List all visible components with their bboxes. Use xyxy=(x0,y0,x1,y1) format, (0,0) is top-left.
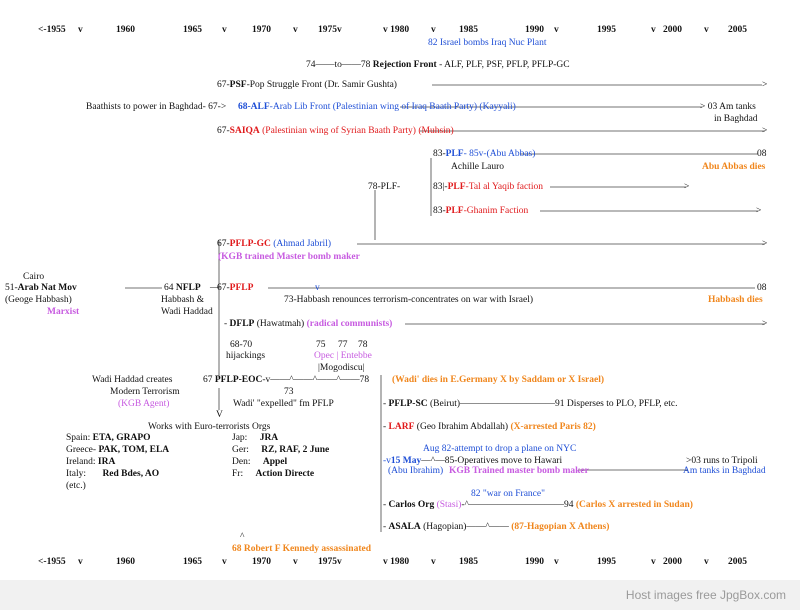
euro-country: Ireland: xyxy=(66,457,96,467)
abu-abbas-dies-note: Abu Abbas dies xyxy=(702,162,766,172)
larf-name: LARF xyxy=(388,422,415,432)
axis-label: v xyxy=(222,25,227,35)
year-77: 77 xyxy=(338,340,348,350)
axis-label: 1965 xyxy=(183,25,202,35)
entebbe-label: Entebbe xyxy=(340,351,372,361)
israel-bombs-note: 82 Israel bombs Iraq Nuc Plant xyxy=(428,38,547,48)
plf-tal-name: PLF xyxy=(447,182,466,192)
euro-country: Spain: xyxy=(66,433,91,443)
pflp-eoc-name: PFLP-EOC xyxy=(214,375,263,385)
habbash-dies-note: Habbash dies xyxy=(708,295,763,305)
axis-label: v 1980 xyxy=(383,557,410,567)
pflpgc-year: 67- xyxy=(217,239,230,249)
euro-org: Appel xyxy=(262,457,288,467)
axis-label: v xyxy=(222,557,227,567)
hijackings-years: 68-70 xyxy=(230,340,253,350)
axis-label: v xyxy=(431,25,436,35)
footer-host-link[interactable]: Host images free JpgBox.com xyxy=(625,588,786,602)
psf-row xyxy=(217,80,397,91)
psf-year: 67- xyxy=(217,80,230,90)
euro-org: Red Bdes, AO xyxy=(102,469,160,479)
axis-label: 1990 xyxy=(525,557,544,567)
eoc-v-mark: V xyxy=(216,410,223,420)
euro-country: Jap: xyxy=(232,433,248,443)
axis-label: 1975v xyxy=(318,557,342,567)
nflp-line-to-pflp: — xyxy=(210,283,220,293)
wadi-creates-note: Wadi Haddad creates xyxy=(92,375,173,385)
habbash-and: Habbash & xyxy=(161,295,205,305)
euro-row-right xyxy=(232,445,329,456)
nflp-year: 64 xyxy=(164,283,176,293)
dflp-dash: - xyxy=(224,319,230,329)
alf-end-note: > 03 Am tanks xyxy=(700,102,756,112)
axis-label: v xyxy=(651,557,656,567)
asala-leader: (Hagopian)——^—— xyxy=(420,522,509,532)
baathists-note: Baathists to power in Baghdad- 67-> xyxy=(86,102,227,112)
kgb-agent-note: (KGB Agent) xyxy=(118,399,170,409)
expelled-note: Wadi' "expelled" fm PFLP xyxy=(233,399,334,409)
axis-label: v xyxy=(431,557,436,567)
dflp-name: DFLP xyxy=(229,319,255,329)
axis-label: 1965 xyxy=(183,557,202,567)
carlos-arrested-note: (Carlos X arrested in Sudan) xyxy=(575,500,693,510)
nflp-label xyxy=(164,283,201,294)
pflpgc-kgb-text: KGB trained Master bomb maker xyxy=(221,252,360,262)
plf-ghanim-name: PLF xyxy=(445,206,464,216)
aug82-note: Aug 82-attempt to drop a plane on NYC xyxy=(423,444,577,454)
axis-label: v xyxy=(554,557,559,567)
rejection-front-name: Rejection Front xyxy=(372,60,437,70)
axis-label: <-1955 xyxy=(38,25,66,35)
may15-desc: —^—85-Operatives move to Hawari xyxy=(421,456,563,466)
euro-country: Ger: xyxy=(232,445,249,455)
renounce-note: 73-Habbash renounces terrorism-concentrates on war with Israel) xyxy=(284,295,534,305)
dflp-desc: (radical communists) xyxy=(306,319,393,329)
pflpgc-arrowhead: > xyxy=(762,239,768,249)
anm-name: Arab Nat Mov xyxy=(17,283,77,293)
plf-ghanim-desc: -Ghanim Faction xyxy=(463,206,529,216)
euro-country: Den: xyxy=(232,457,251,467)
plf-root-row xyxy=(368,182,400,193)
saiqa-name: SAIQA xyxy=(229,126,260,136)
euro-org: JRA xyxy=(259,433,279,443)
axis-label: <-1955 xyxy=(38,557,66,567)
pflp-eoc-row xyxy=(203,375,369,386)
opec-separator: | xyxy=(336,351,339,361)
anm-year: 51- xyxy=(5,283,18,293)
pflpsc-name: PFLP-SC xyxy=(388,399,428,409)
euro-etc: (etc.) xyxy=(66,481,86,491)
pflp-eoc-events: -v——^——^——^——78 xyxy=(262,375,370,385)
plf-ghanim-year: 83- xyxy=(433,206,446,216)
rejection-dates: 74——to——78 xyxy=(306,60,371,70)
euro-works-note: Works with Euro-terrorists Orgs xyxy=(148,422,271,432)
larf-row xyxy=(383,422,596,433)
opec-entebbe-row xyxy=(314,351,372,362)
hijackings-label: hijackings xyxy=(226,351,266,361)
arab-nat-mov xyxy=(5,283,77,294)
nflp-name: NFLP xyxy=(175,283,201,293)
larf-arrested-note: (X-arrested Paris 82) xyxy=(510,422,596,432)
euro-country: Italy: xyxy=(66,469,87,479)
saiqa-year: 67- xyxy=(217,126,230,136)
rejection-front-row xyxy=(306,60,570,71)
plf-abbas-desc: - 85v-(Abu Abbas) xyxy=(463,149,536,159)
wadi-haddad: Wadi Haddad xyxy=(161,307,213,317)
euro-org: RZ, RAF, 2 June xyxy=(261,445,330,455)
pflp-sc-row xyxy=(383,399,678,410)
carlos-row xyxy=(383,500,693,511)
cairo-label: Cairo xyxy=(23,272,45,282)
euro-row-right xyxy=(232,457,287,468)
axis-label: 1995 xyxy=(597,25,616,35)
euro-row xyxy=(66,457,115,468)
euro-row-right xyxy=(232,469,314,480)
axis-label: 1970 xyxy=(252,557,271,567)
pflpgc-leader: (Ahmad Jabril) xyxy=(273,239,331,249)
axis-label: v 1980 xyxy=(383,25,410,35)
saiqa-arrowhead: > xyxy=(762,126,768,136)
asala-name: ASALA xyxy=(388,522,421,532)
axis-label: 1985 xyxy=(459,557,478,567)
habbash-paren: (Geoge Habbash) xyxy=(5,295,72,305)
kgb-bomb-maker-note: KGB Trained master bomb maker xyxy=(449,466,589,476)
carlos-name: Carlos Org xyxy=(388,500,435,510)
euro-row-right xyxy=(232,433,278,444)
plf-ghanim-arrowhead: > xyxy=(756,206,762,216)
axis-label: v xyxy=(704,25,709,35)
plf-tal-row xyxy=(433,182,543,193)
alf-row xyxy=(238,102,516,113)
axis-label: 2000 xyxy=(663,25,682,35)
axis-label: 2005 xyxy=(728,557,747,567)
rfk-note: 68 Robert F Kennedy assassinated xyxy=(232,544,371,554)
euro-row xyxy=(66,469,159,480)
pflpgc-kgb-note: (KGB trained Master bomb maker xyxy=(218,252,360,262)
alf-name: 68-ALF xyxy=(238,102,270,112)
achille-lauro-note: Achille Lauro xyxy=(451,162,505,172)
axis-label: 1990 xyxy=(525,25,544,35)
axis-label: v xyxy=(78,25,83,35)
pflp-name: PFLP xyxy=(229,283,254,293)
saiqa-desc: (Palestinian wing of Syrian Baath Party) xyxy=(259,126,416,136)
axis-label: v xyxy=(704,557,709,567)
pflp-eoc-year: 67 xyxy=(203,375,215,385)
axis-label: 1985 xyxy=(459,25,478,35)
alf-end-note-2: in Baghdad xyxy=(714,114,758,124)
pflp-v-mark: v xyxy=(315,283,320,293)
axis-label: v xyxy=(78,557,83,567)
plf-end-year: 08 xyxy=(757,149,767,159)
axis-label: 1970 xyxy=(252,25,271,35)
axis-label: 2005 xyxy=(728,25,747,35)
euro-country: Greece- xyxy=(66,445,97,455)
dflp-row xyxy=(224,319,392,330)
am-tanks-note: Am tanks in Baghdad xyxy=(683,466,766,476)
asala-x-note: (87-Hagopian X Athens) xyxy=(511,522,610,532)
axis-label: 1960 xyxy=(116,557,135,567)
plf-abbas-row xyxy=(433,149,535,160)
dflp-arrowhead: > xyxy=(762,319,768,329)
pflp-end-year: 08 xyxy=(757,283,767,293)
modern-terrorism-label: Modern Terrorism xyxy=(110,387,180,397)
carlos-dash: - xyxy=(383,500,389,510)
axis-label: 1960 xyxy=(116,25,135,35)
footer-bar xyxy=(0,580,800,610)
psf-arrowhead: > xyxy=(762,80,768,90)
axis-label: 1975v xyxy=(318,25,342,35)
may15-prefix: -v xyxy=(383,456,391,466)
axis-label: v xyxy=(651,25,656,35)
saiqa-row xyxy=(217,126,454,137)
axis-label: v xyxy=(293,557,298,567)
psf-desc: -Pop Struggle Front (Dr. Samir Gushta) xyxy=(246,80,397,90)
pflp-year: 67- xyxy=(217,283,230,293)
carlos-stasi: (Stasi) xyxy=(436,500,462,510)
euro-row xyxy=(66,445,169,456)
axis-label: v xyxy=(293,25,298,35)
pflpsc-dash: - xyxy=(383,399,389,409)
euro-org: IRA xyxy=(97,457,116,467)
asala-dash: - xyxy=(383,522,389,532)
plf-tal-arrowhead: > xyxy=(684,182,690,192)
axis-label: 2000 xyxy=(663,557,682,567)
top-year-axis xyxy=(0,25,800,39)
mogadiscu-label: |Mogodiscu| xyxy=(318,363,365,373)
rfk-caret: ^ xyxy=(240,532,245,542)
pflpsc-desc: (Beirut)——————————91 Disperses to PLO, PFLP, etc. xyxy=(427,399,678,409)
pflpgc-row xyxy=(217,239,331,250)
euro-org: PAK, TOM, ELA xyxy=(98,445,170,455)
saiqa-leader: (Muhsin) xyxy=(418,126,454,136)
dflp-leader: (Hawatmah) xyxy=(254,319,305,329)
abu-ibrahim-label: (Abu Ibrahim) xyxy=(388,466,444,476)
plf-tal-year: 83|- xyxy=(433,182,448,192)
pflpgc-name: PFLP-GC xyxy=(229,239,271,249)
axis-label: v xyxy=(554,25,559,35)
bottom-year-axis xyxy=(0,557,800,571)
euro-country: Fr: xyxy=(232,469,244,479)
plf-name: PLF xyxy=(445,149,464,159)
may15-name: 15 May xyxy=(390,456,422,466)
euro-row xyxy=(66,433,151,444)
rejection-members: - ALF, PLF, PSF, PFLP, PFLP-GC xyxy=(439,60,570,70)
pflp-row xyxy=(217,283,253,294)
larf-dash: - xyxy=(383,422,389,432)
plf-year: 83- xyxy=(433,149,446,159)
carlos-events: -^——————————94 xyxy=(461,500,574,510)
plf-ghanim-row xyxy=(433,206,528,217)
psf-name: PSF xyxy=(229,80,247,90)
asala-row xyxy=(383,522,609,533)
year-78: 78 xyxy=(358,340,368,350)
alf-leader: (Kayyali) xyxy=(479,102,516,112)
alf-desc: -Arab Lib Front (Palestinian wing of Iraq Baath Party) xyxy=(269,102,478,112)
year-73: 73 xyxy=(284,387,294,397)
euro-org: ETA, GRAPO xyxy=(92,433,151,443)
euro-org: Action Directe xyxy=(255,469,315,479)
year-75: 75 xyxy=(316,340,326,350)
larf-leader: (Geo Ibrahim Abdallah) xyxy=(414,422,509,432)
war-on-france-note: 82 "war on France" xyxy=(471,489,545,499)
plf-root-label: 78-PLF- xyxy=(368,182,401,192)
marxist-note: Marxist xyxy=(47,307,80,317)
axis-label: 1995 xyxy=(597,557,616,567)
opec-label: Opec xyxy=(314,351,335,361)
wadi-dies-note: (Wadi' dies in E.Germany X by Saddam or X Israel) xyxy=(392,375,605,385)
plf-tal-desc: -Tal al Yaqib faction xyxy=(465,182,543,192)
tripoli-note: >03 runs to Tripoli xyxy=(686,456,758,466)
